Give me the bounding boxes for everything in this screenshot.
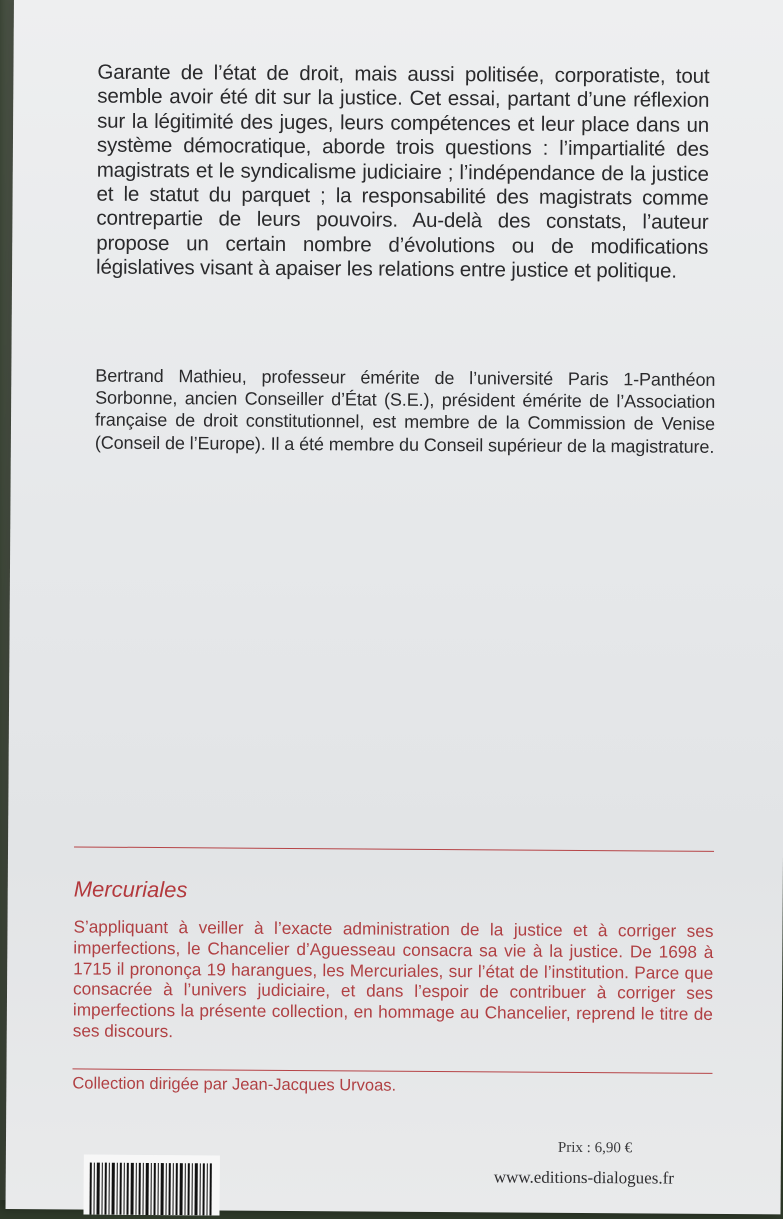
series-director: Collection dirigée par Jean-Jacques Urvoas. [72, 1074, 397, 1095]
barcode-icon [83, 1155, 219, 1216]
series-title: Mercuriales [73, 876, 188, 903]
book-back-cover [6, 0, 783, 1214]
publisher-website: www.editions-dialogues.fr [493, 1167, 675, 1188]
series-bottom-rule [72, 1068, 712, 1073]
summary-paragraph: Garante de l’état de droit, mais aussi politisée, corporatiste, tout semble avoir été dit sur la justice. Cet essai, partant d’une réflexion sur la légitimité des juges, leurs compétences et leur place dans un système démocratique, aborde trois questions : l’impartialité des magistrats et le syndicalisme judiciaire ; l’indépendance de la justice et le statut du parquet ; la responsabilité des magistrats comme contrepartie de leurs pouvoirs. Au-delà des constats, l’auteur propose un certain nombre d’évolutions ou de modifications législatives visant à apaiser les relations entre justice et politique. [96, 60, 710, 283]
series-description: S’appliquant à veiller à l’exacte administration de la justice et à corriger ses imperfections, le Chancelier d’Aguesseau consacra sa vie à la justice. De 1698 à 1715 il prononça 19 harangues, les Mercuriales, sur l’état de l’institution. Parce que consacrée à l’univers judiciaire, et dans l’espoir de contribuer à corriger ses imperfections la présente collection, en hommage au Chancelier, reprend le titre de ses discours. [72, 916, 714, 1042]
author-bio-paragraph: Bertrand Mathieu, professeur émérite de l’université Paris 1-Panthéon Sorbonne, ancien Conseiller d’État (S.E.), président émérite de l’Association française de droit constitutionnel, est membre de la Commission de Venise (Conseil de l’Europe). Il a été membre du Conseil supérieur de la magistrature. [94, 365, 716, 457]
series-top-rule [74, 846, 714, 851]
price-label: Prix : 6,90 € [557, 1139, 633, 1157]
